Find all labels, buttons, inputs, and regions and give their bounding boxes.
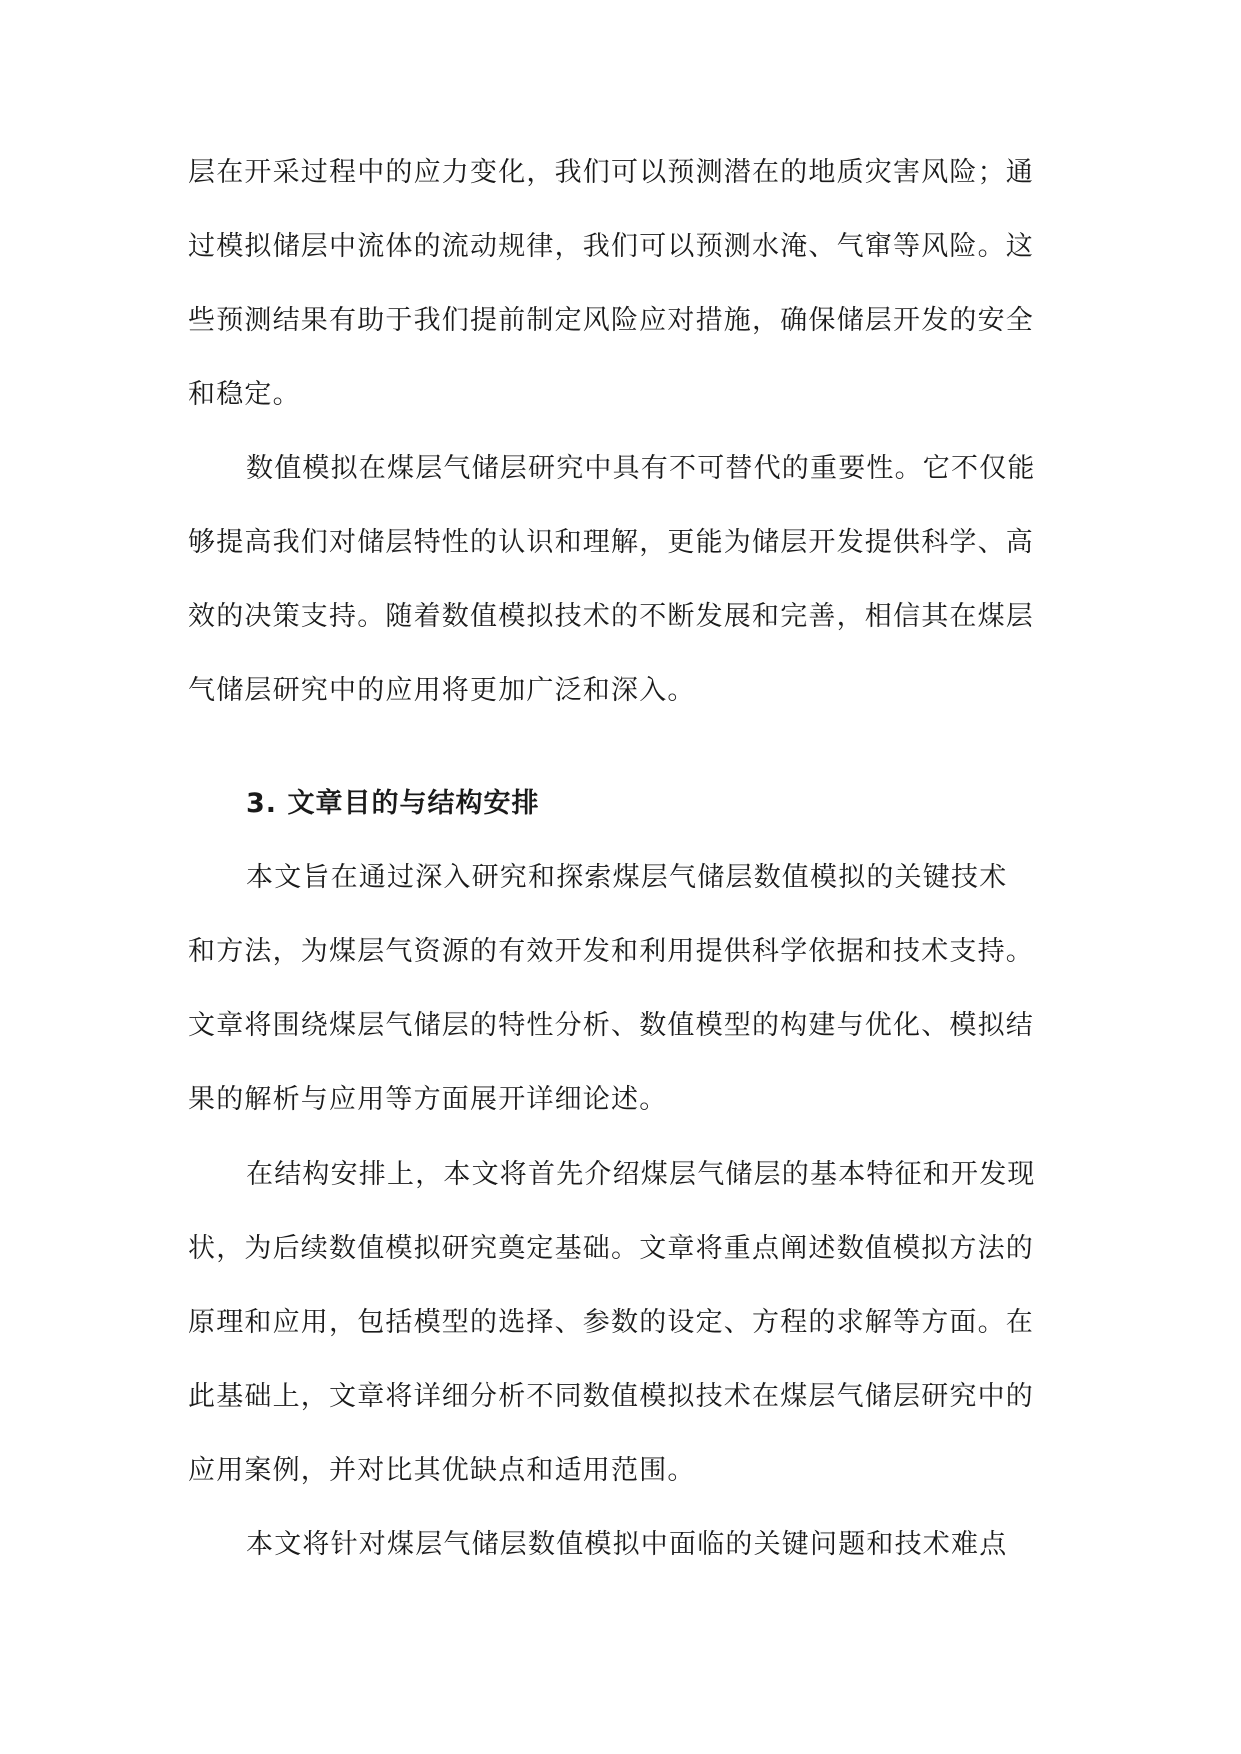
paragraph-1-line-1: 层在开采过程中的应力变化，我们可以预测潜在的地质灾害风险；通 [188, 157, 1034, 188]
paragraph-1-line-2: 过模拟储层中流体的流动规律，我们可以预测水淹、气窜等风险。这 [188, 231, 1034, 262]
section-heading: 3. 文章目的与结构安排 [246, 788, 540, 819]
paragraph-3-line-4: 果的解析与应用等方面展开详细论述。 [188, 1084, 668, 1115]
paragraph-2-line-2: 够提高我们对储层特性的认识和理解，更能为储层开发提供科学、高 [188, 527, 1034, 558]
paragraph-2-line-4: 气储层研究中的应用将更加广泛和深入。 [188, 675, 696, 706]
paragraph-4-line-4: 此基础上，文章将详细分析不同数值模拟技术在煤层气储层研究中的 [188, 1381, 1034, 1412]
paragraph-2-line-3: 效的决策支持。随着数值模拟技术的不断发展和完善，相信其在煤层 [188, 601, 1034, 632]
paragraph-3-line-2: 和方法，为煤层气资源的有效开发和利用提供科学依据和技术支持。 [188, 936, 1034, 967]
paragraph-4-line-5: 应用案例，并对比其优缺点和适用范围。 [188, 1455, 696, 1486]
paragraph-1-line-3: 些预测结果有助于我们提前制定风险应对措施，确保储层开发的安全 [188, 305, 1034, 336]
paragraph-4-line-3: 原理和应用，包括模型的选择、参数的设定、方程的求解等方面。在 [188, 1307, 1034, 1338]
paragraph-1-line-4: 和稳定。 [188, 379, 301, 410]
paragraph-3-line-1: 本文旨在通过深入研究和探索煤层气储层数值模拟的关键技术 [246, 862, 1008, 893]
paragraph-2-line-1: 数值模拟在煤层气储层研究中具有不可替代的重要性。它不仅能 [246, 453, 1036, 484]
paragraph-5-line-1: 本文将针对煤层气储层数值模拟中面临的关键问题和技术难点 [246, 1529, 1008, 1560]
paragraph-3-line-3: 文章将围绕煤层气储层的特性分析、数值模型的构建与优化、模拟结 [188, 1010, 1034, 1041]
paragraph-4-line-2: 状，为后续数值模拟研究奠定基础。文章将重点阐述数值模拟方法的 [188, 1233, 1034, 1264]
paragraph-4-line-1: 在结构安排上，本文将首先介绍煤层气储层的基本特征和开发现 [246, 1159, 1036, 1190]
